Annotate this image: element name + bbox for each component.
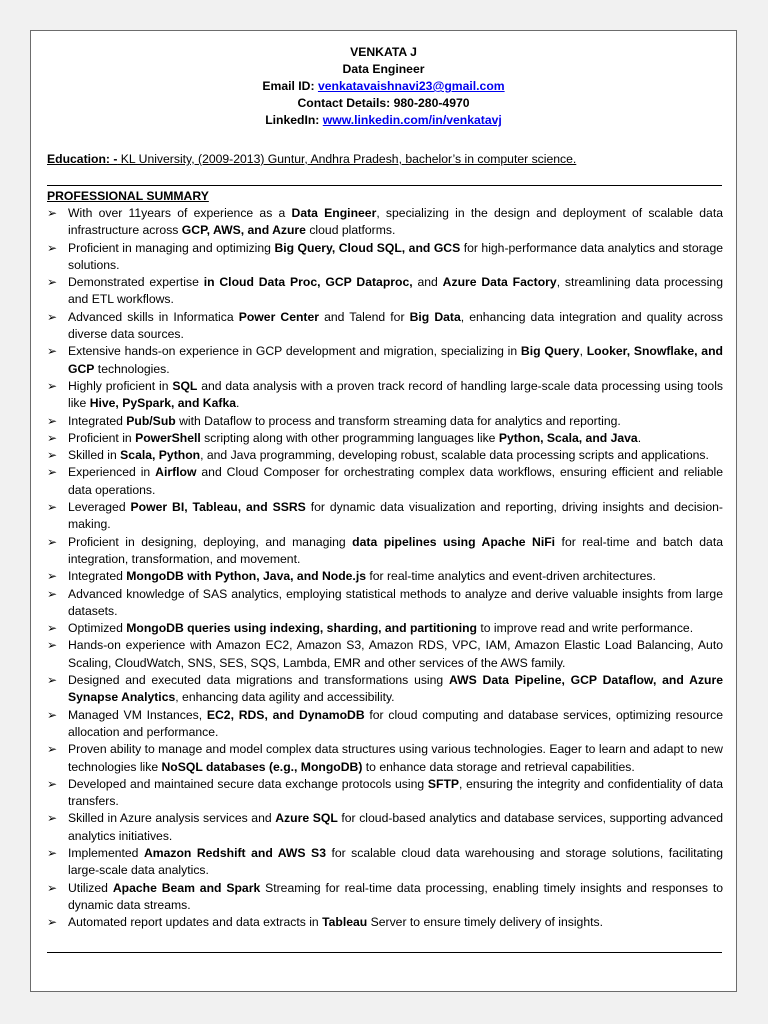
keyword-text: Airflow <box>155 465 197 480</box>
item-text: , enhancing data agility and accessibility. <box>175 690 395 705</box>
education-text: KL University, (2009-2013) Guntur, Andhra Pradesh, bachelor’s in computer science. <box>117 152 577 166</box>
item-text: and <box>412 275 443 290</box>
arrow-bullet-icon: ➢ <box>47 673 58 688</box>
arrow-bullet-icon: ➢ <box>47 742 58 757</box>
item-text: for cloud computing and database services, optimizing resource allocation and performance. <box>68 707 723 739</box>
item-text: , enhancing data integration and quality across diverse data sources. <box>68 309 723 342</box>
summary-item <box>47 499 723 534</box>
item-text: Skilled in Azure analysis services and <box>68 811 276 826</box>
keyword-text: EC2, RDS, and DynamoDB <box>206 707 365 722</box>
summary-item <box>47 309 723 344</box>
arrow-bullet-icon: ➢ <box>47 534 58 549</box>
item-text: for high-performance data analytics and storage solutions. <box>68 240 723 272</box>
bottom-divider <box>47 952 722 953</box>
keyword-text: Power Center <box>238 309 319 324</box>
item-text: to enhance data storage and retrieval capabilities. <box>362 759 635 774</box>
summary-item <box>47 707 723 742</box>
keyword-text: Big Query <box>520 344 580 359</box>
item-text: . <box>637 430 642 445</box>
arrow-bullet-icon: ➢ <box>47 448 58 463</box>
item-text: Proven ability to manage and model complex data structures using various technologies. Eager to learn and adapt to new technologies like <box>68 742 723 774</box>
summary-item <box>47 914 723 931</box>
item-text: Integrated <box>68 569 127 584</box>
summary-item <box>47 880 723 915</box>
keyword-text: MongoDB queries using indexing, sharding, and partitioning <box>126 621 477 636</box>
keyword-text: Tableau <box>322 915 368 930</box>
keyword-text: Looker, Snowflake, and GCP <box>68 344 723 376</box>
item-text: Optimized <box>68 621 127 636</box>
item-text: Leveraged <box>68 500 131 515</box>
item-text: Advanced knowledge of SAS analytics, employing statistical methods to analyze and derive valuable insights from large datasets. <box>68 586 723 618</box>
email-line <box>31 78 736 95</box>
item-text: Implemented <box>68 845 144 860</box>
linkedin-line <box>31 112 736 129</box>
keyword-text: MongoDB with Python, Java, and Node.js <box>126 569 366 584</box>
summary-item <box>47 447 723 464</box>
item-text: scripting along with other programming languages like <box>200 430 499 445</box>
education-label: Education: - <box>47 152 118 166</box>
item-text: Streaming for real-time data processing, enabling timely insights and responses to dynamic data streams. <box>68 880 723 912</box>
summary-item <box>47 274 723 309</box>
keyword-text: Scala, Python <box>120 448 201 463</box>
item-text: technologies. <box>94 361 170 376</box>
item-text: Proficient in designing, deploying, and managing <box>68 534 353 549</box>
item-text: cloud platforms. <box>305 223 396 238</box>
item-text: for cloud-based analytics and database services, supporting advanced analytics initiatives. <box>68 811 723 843</box>
arrow-bullet-icon: ➢ <box>47 309 58 324</box>
item-text: Integrated <box>68 413 127 428</box>
summary-item <box>47 568 723 585</box>
arrow-bullet-icon: ➢ <box>47 206 58 220</box>
summary-item <box>47 430 723 447</box>
item-text: Designed and executed data migrations and transformations using <box>68 673 449 688</box>
item-text: . <box>236 396 240 411</box>
item-text: and data analysis with a proven track record of handling large-scale data processing using tools like <box>68 378 723 411</box>
arrow-bullet-icon: ➢ <box>47 378 58 393</box>
email-link[interactable]: venkatavaishnavi23@gmail.com <box>317 79 505 93</box>
keyword-text: Python, Scala, and Java <box>498 430 638 445</box>
keyword-text: Azure Data Factory <box>442 275 557 290</box>
summary-item <box>47 205 723 240</box>
education-line <box>47 151 576 168</box>
keyword-text: data pipelines using Apache NiFi <box>352 534 556 549</box>
arrow-bullet-icon: ➢ <box>47 430 58 445</box>
keyword-text: AWS Data Pipeline, GCP Dataflow, and Azure Synapse Analytics <box>68 673 723 705</box>
item-text: with Dataflow to process and transform streaming data for analytics and reporting. <box>175 413 621 428</box>
keyword-text: SQL <box>172 378 198 393</box>
keyword-text: Hive, PySpark, and Kafka <box>89 396 237 411</box>
item-text: Developed and maintained secure data exchange protocols using <box>68 776 428 791</box>
item-text: to improve read and write performance. <box>476 621 694 636</box>
item-text: Highly proficient in <box>68 378 173 393</box>
keyword-text: Data Engineer <box>291 206 377 220</box>
summary-item <box>47 240 723 275</box>
item-text: Experienced in <box>68 465 156 480</box>
keyword-text: GCP, AWS, and Azure <box>181 223 306 238</box>
summary-list <box>47 205 723 931</box>
keyword-text: SFTP <box>427 776 460 791</box>
linkedin-label: LinkedIn: <box>265 113 323 127</box>
summary-item <box>47 672 723 707</box>
arrow-bullet-icon: ➢ <box>47 465 58 480</box>
keyword-text: Power BI, Tableau, and SSRS <box>130 500 306 515</box>
keyword-text: in Cloud Data Proc, GCP Dataproc, <box>203 275 413 290</box>
item-text: Utilized <box>68 880 113 895</box>
keyword-text: Big Query, Cloud SQL, and GCS <box>274 240 461 255</box>
arrow-bullet-icon: ➢ <box>47 586 58 601</box>
keyword-text: Apache Beam and Spark <box>112 880 261 895</box>
linkedin-link[interactable]: www.linkedin.com/in/venkatavj <box>322 113 502 127</box>
item-text: Demonstrated expertise <box>68 275 204 290</box>
arrow-bullet-icon: ➢ <box>47 240 58 255</box>
item-text: , ensuring the integrity and confidentiality of data transfers. <box>68 776 724 809</box>
item-text: , <box>579 344 587 359</box>
summary-item <box>47 413 723 430</box>
item-text: for real-time and batch data integration, transformation, and movement. <box>68 534 723 566</box>
item-text: for real-time analytics and event-driven architectures. <box>366 569 656 584</box>
contact-details: Contact Details: 980-280-4970 <box>297 96 470 110</box>
arrow-bullet-icon: ➢ <box>47 569 58 584</box>
arrow-bullet-icon: ➢ <box>47 811 58 826</box>
summary-item <box>47 534 723 569</box>
item-text: , specializing in the design and deployment of scalable data infrastructure across <box>68 206 723 238</box>
item-text: and Talend for <box>319 309 410 324</box>
item-text: Skilled in <box>68 448 121 463</box>
item-text: Advanced skills in Informatica <box>68 309 239 324</box>
keyword-text: Amazon Redshift and AWS S3 <box>143 845 326 860</box>
keyword-text: Azure SQL <box>275 811 338 826</box>
item-text: Managed VM Instances, <box>68 707 207 722</box>
summary-item <box>47 586 723 621</box>
candidate-name: VENKATA J <box>350 45 417 59</box>
keyword-text: Big Data <box>409 309 461 324</box>
item-text: Hands-on experience with Amazon EC2, Amazon S3, Amazon RDS, VPC, IAM, Amazon Elastic Load Balancing, Auto Scaling, CloudWatch, SNS, SES, SQS, Lambda, EMR and other services of the AWS family. <box>68 638 723 670</box>
section-heading: PROFESSIONAL SUMMARY <box>47 189 209 203</box>
resume-page <box>30 30 737 992</box>
keyword-text: Pub/Sub <box>126 413 176 428</box>
summary-item <box>47 810 723 845</box>
email-label: Email ID: <box>262 79 318 93</box>
summary-item <box>47 845 723 880</box>
arrow-bullet-icon: ➢ <box>47 275 58 290</box>
item-text: for scalable cloud data warehousing and storage solutions, facilitating large-scale data analytics. <box>68 845 723 878</box>
arrow-bullet-icon: ➢ <box>47 638 58 653</box>
summary-item <box>47 620 723 637</box>
keyword-text: NoSQL databases (e.g., MongoDB) <box>161 759 363 774</box>
item-text: , streamlining data processing and ETL workflows. <box>68 275 723 307</box>
arrow-bullet-icon: ➢ <box>47 621 58 636</box>
summary-item <box>47 378 723 413</box>
item-text: Automated report updates and data extracts in <box>68 915 323 930</box>
item-text: Server to ensure timely delivery of insights. <box>367 915 603 930</box>
summary-item <box>47 637 723 672</box>
arrow-bullet-icon: ➢ <box>47 344 58 359</box>
item-text: With over 11years of experience as a <box>68 206 292 220</box>
summary-item <box>47 741 723 776</box>
summary-item <box>47 343 723 378</box>
item-text: for dynamic data visualization and reporting, driving insights and decision-making. <box>68 500 723 532</box>
item-text: Extensive hands-on experience in GCP development and migration, specializing in <box>68 344 521 359</box>
item-text: , and Java programming, developing robust, scalable data processing scripts and applications. <box>200 448 709 463</box>
section-divider <box>47 185 722 186</box>
arrow-bullet-icon: ➢ <box>47 413 58 428</box>
summary-item <box>47 776 723 811</box>
item-text: and Cloud Composer for orchestrating complex data workflows, ensuring efficient and reliable data operations. <box>68 465 724 497</box>
arrow-bullet-icon: ➢ <box>47 880 58 895</box>
arrow-bullet-icon: ➢ <box>47 776 58 791</box>
summary-item <box>47 464 723 499</box>
arrow-bullet-icon: ➢ <box>47 845 58 860</box>
arrow-bullet-icon: ➢ <box>47 500 58 515</box>
arrow-bullet-icon: ➢ <box>47 707 58 722</box>
job-title: Data Engineer <box>342 62 425 76</box>
item-text: Proficient in managing and optimizing <box>68 240 275 255</box>
arrow-bullet-icon: ➢ <box>47 915 58 930</box>
item-text: Proficient in <box>68 430 136 445</box>
keyword-text: PowerShell <box>135 430 201 445</box>
